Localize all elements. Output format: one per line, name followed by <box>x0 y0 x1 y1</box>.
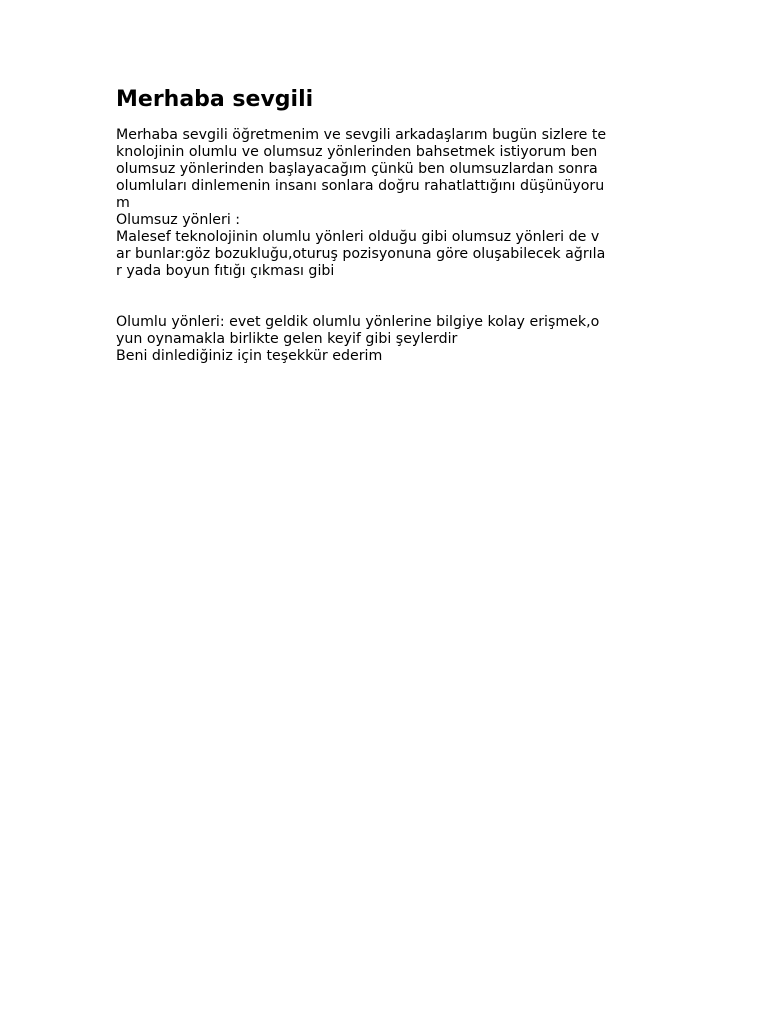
document-body <box>116 127 656 365</box>
body-line: m <box>116 195 130 211</box>
body-line: yun oynamakla birlikte gelen keyif gibi şeylerdir <box>116 331 458 347</box>
body-line: olumsuz yönlerinden başlayacağım çünkü ben olumsuzlardan sonra <box>116 161 598 177</box>
section-heading-negatives: Olumsuz yönleri : <box>116 212 241 228</box>
closing-line: Beni dinlediğiniz için teşekkür ederim <box>116 348 383 364</box>
document-title: Merhaba sevgili <box>116 87 314 112</box>
body-line: Malesef teknolojinin olumlu yönleri olduğu gibi olumsuz yönleri de v <box>116 229 600 245</box>
body-line: r yada boyun fıtığı çıkması gibi <box>116 263 335 279</box>
blank-line <box>116 280 656 297</box>
blank-line <box>116 297 656 314</box>
body-line: knolojinin olumlu ve olumsuz yönlerinden bahsetmek istiyorum ben <box>116 144 598 160</box>
body-line: ar bunlar:göz bozukluğu,oturuş pozisyonuna göre oluşabilecek ağrıla <box>116 246 606 262</box>
document-page <box>116 86 656 365</box>
body-line: olumluları dinlemenin insanı sonlara doğru rahatlattığını düşünüyoru <box>116 178 605 194</box>
section-positives: Olumlu yönleri: evet geldik olumlu yönlerine bilgiye kolay erişmek,o <box>116 314 600 330</box>
body-line: Merhaba sevgili öğretmenim ve sevgili arkadaşlarım bugün sizlere te <box>116 127 607 143</box>
